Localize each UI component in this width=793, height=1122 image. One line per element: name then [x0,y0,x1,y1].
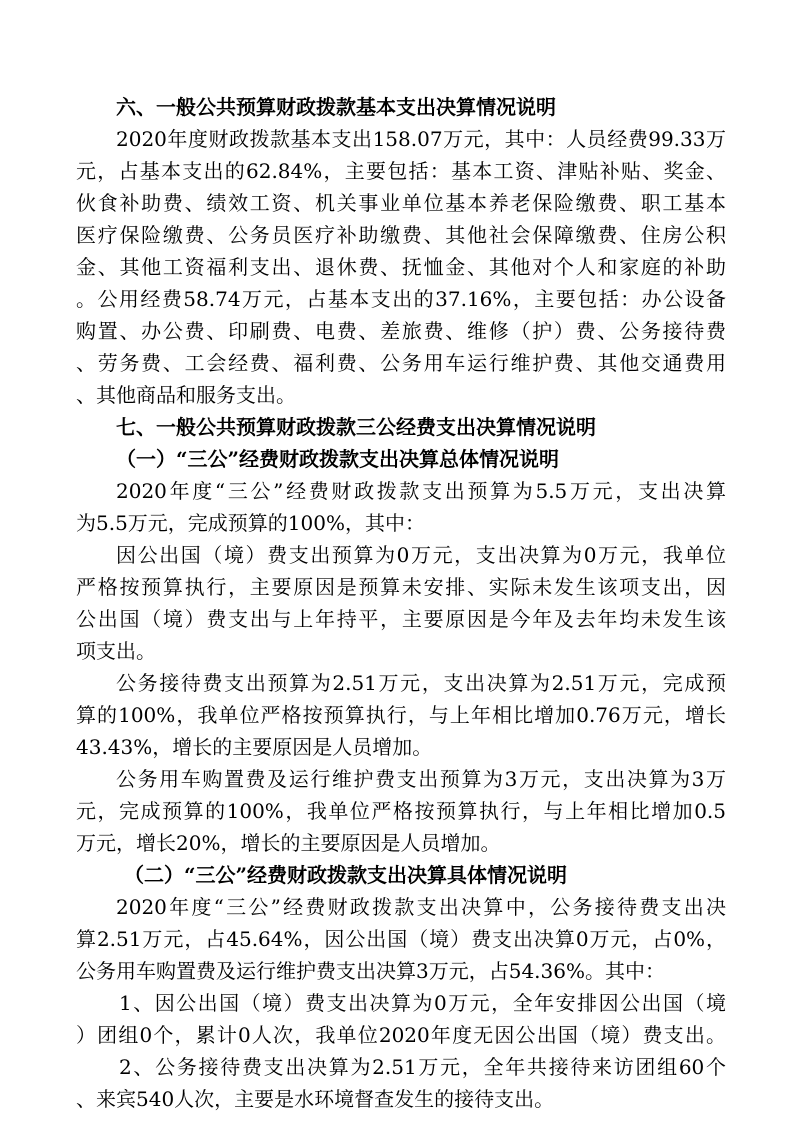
section6-line: 、劳务费、工会经费、福利费、公务用车运行维护费、其他交通费用 [76,351,726,375]
paragraph-line: 算的100%，我单位严格按预算执行，与上年相比增加0.76万元，增长 [76,703,726,727]
section7-sub1-heading: （一）“三公”经费财政拨款支出决算总体情况说明 [116,447,560,471]
paragraph-line: 万元，增长20%，增长的主要原因是人员增加。 [76,831,501,855]
paragraph-line: 公务接待费支出预算为2.51万元，支出决算为2.51万元，完成预 [116,671,726,695]
section6-line: 医疗保险缴费、公务员医疗补助缴费、其他社会保障缴费、住房公积 [76,223,726,247]
paragraph-line: 2020年度“三公”经费财政拨款支出预算为5.5万元，支出决算 [116,479,726,503]
section6-line: 元，占基本支出的62.84%，主要包括：基本工资、津贴补贴、奖金、 [76,159,726,183]
section6-line: 。公用经费58.74万元，占基本支出的37.16%，主要包括：办公设备 [76,287,726,311]
section6-heading: 六、一般公共预算财政拨款基本支出决算情况说明 [116,95,556,119]
section6-line: 金、其他工资福利支出、退休费、抚恤金、其他对个人和家庭的补助 [76,255,726,279]
paragraph-line: 算2.51万元，占45.64%，因公出国（境）费支出决算0万元，占0%， [76,927,726,951]
section6-line: 、其他商品和服务支出。 [76,383,296,407]
paragraph-line: 、来宾540人次，主要是水环境督查发生的接待支出。 [76,1087,555,1111]
paragraph-line: 1、因公出国（境）费支出决算为0万元，全年安排因公出国（境 [119,991,726,1015]
section6-line: 2020年度财政拨款基本支出158.07万元，其中：人员经费99.33万 [116,127,726,151]
paragraph-line: 2020年度“三公”经费财政拨款支出决算中，公务接待费支出决 [116,895,726,919]
paragraph-line: 公务用车购置费及运行维护费支出预算为3万元，支出决算为3万 [116,767,726,791]
paragraph-line: 项支出。 [76,639,156,663]
section7-sub2-heading: （二）“三公”经费财政拨款支出决算具体情况说明 [124,863,568,887]
paragraph-line: 为5.5万元，完成预算的100%，其中： [76,511,425,535]
paragraph-line: 元，完成预算的100%，我单位严格按预算执行，与上年相比增加0.5 [76,799,726,823]
section7-heading: 七、一般公共预算财政拨款三公经费支出决算情况说明 [116,415,596,439]
paragraph-line: 43.43%，增长的主要原因是人员增加。 [76,735,433,759]
paragraph-line: 因公出国（境）费支出预算为0万元，支出决算为0万元，我单位 [116,543,726,567]
paragraph-line: ）团组0个，累计0人次，我单位2020年度无因公出国（境）费支出。 [76,1023,726,1047]
paragraph-line: 公出国（境）费支出与上年持平，主要原因是今年及去年均未发生该 [76,607,726,631]
section6-line: 伙食补助费、绩效工资、机关事业单位基本养老保险缴费、职工基本 [76,191,726,215]
paragraph-line: 严格按预算执行，主要原因是预算未安排、实际未发生该项支出，因 [76,575,726,599]
section6-line: 购置、办公费、印刷费、电费、差旅费、维修（护）费、公务接待费 [76,319,726,343]
paragraph-line: 2、公务接待费支出决算为2.51万元，全年共接待来访团组60个 [119,1055,726,1079]
paragraph-line: 公务用车购置费及运行维护费支出决算3万元，占54.36%。其中： [76,959,665,983]
